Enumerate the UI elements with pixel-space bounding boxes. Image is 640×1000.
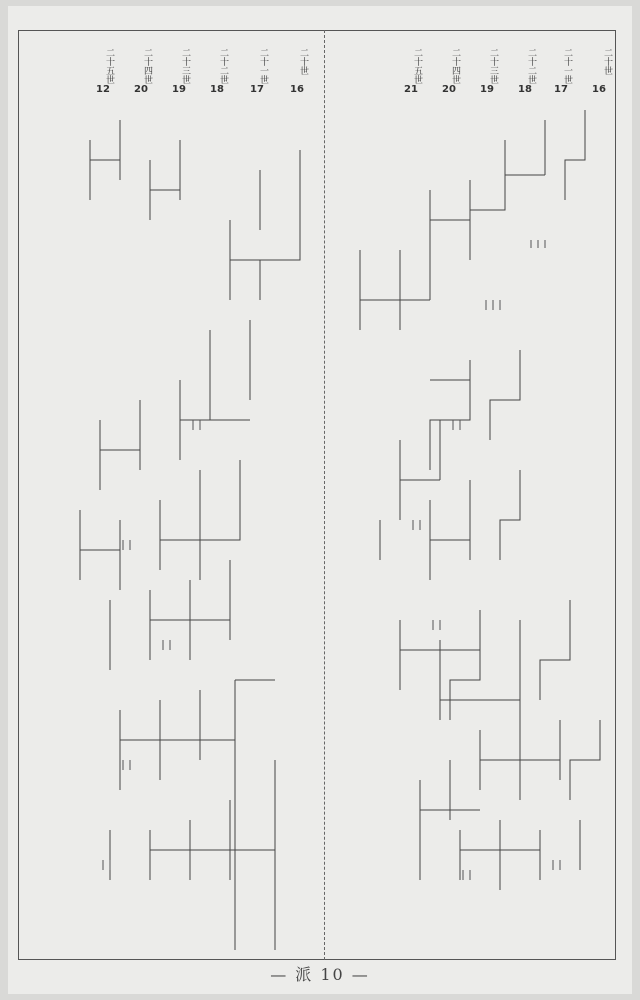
generation-ordinal: 二十四世 xyxy=(142,48,152,84)
generation-number: 19 xyxy=(480,84,494,95)
generation-ordinal: 二十五世 xyxy=(104,48,114,84)
page-number-label: — 派 10 — xyxy=(270,965,370,984)
generation-ordinal: 二十三世 xyxy=(180,48,190,84)
generation-number: 20 xyxy=(442,84,456,95)
generation-ordinal: 二十五世 xyxy=(412,48,422,84)
generation-ordinal: 二十三世 xyxy=(488,48,498,84)
generation-number: 20 xyxy=(134,84,148,95)
generation-ordinal: 二十四世 xyxy=(450,48,460,84)
generation-ordinal: 二十一世 xyxy=(562,48,572,84)
generation-number: 18 xyxy=(518,84,532,95)
page-number-footer xyxy=(0,962,640,985)
generation-ordinal: 二十一世 xyxy=(258,48,268,84)
generation-ordinal: 二十二世 xyxy=(526,48,536,84)
generation-ordinal: 二十世 xyxy=(298,48,308,75)
generation-number: 21 xyxy=(404,84,418,95)
generation-ordinal: 二十世 xyxy=(602,48,612,75)
generation-number: 17 xyxy=(250,84,264,95)
generation-number: 19 xyxy=(172,84,186,95)
generation-number: 17 xyxy=(554,84,568,95)
generation-number: 18 xyxy=(210,84,224,95)
generation-number: 16 xyxy=(290,84,304,95)
generation-number: 16 xyxy=(592,84,606,95)
generation-number: 12 xyxy=(96,84,110,95)
generation-ordinal: 二十二世 xyxy=(218,48,228,84)
